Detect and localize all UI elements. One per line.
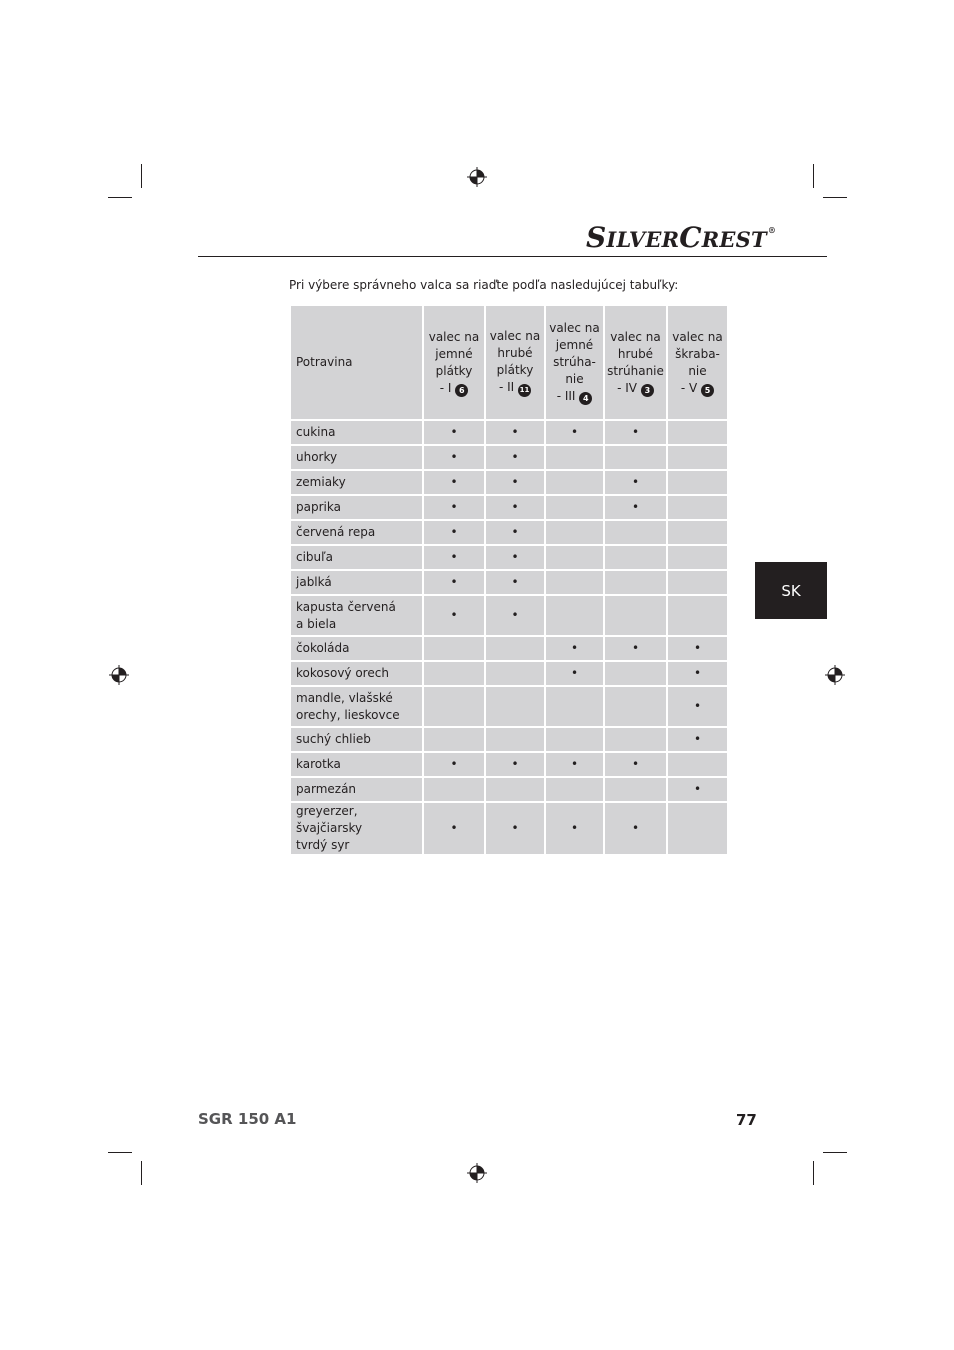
table-cell (605, 753, 666, 776)
suitable-mark: • (693, 782, 702, 796)
roller-number: - I (439, 380, 452, 395)
suitable-mark: • (511, 608, 519, 622)
food-name (291, 753, 422, 776)
suitable-mark: • (570, 425, 579, 439)
roller-number: - III (556, 389, 576, 403)
crop-mark (108, 197, 132, 198)
table-cell (546, 687, 603, 726)
suitable-mark: • (570, 757, 579, 771)
table-cell (546, 728, 603, 751)
suitable-mark: • (631, 475, 640, 489)
table-cell (605, 546, 666, 569)
table-cell (605, 803, 666, 854)
food-name (291, 778, 422, 801)
table-row (291, 753, 727, 776)
crop-mark (141, 1161, 142, 1185)
table-cell (424, 521, 484, 544)
header-line: hrubé (497, 346, 533, 360)
food-name (291, 803, 422, 854)
food-name-line: kokosový orech (296, 666, 389, 680)
table-cell (546, 596, 603, 635)
food-name-line: mandle, vlašské (296, 690, 393, 705)
header-line: nie (688, 363, 707, 378)
table-cell (546, 446, 603, 469)
table-cell (668, 803, 727, 854)
suitable-mark: • (631, 757, 640, 771)
table-cell (668, 546, 727, 569)
food-name (291, 571, 422, 594)
table-cell (668, 421, 727, 444)
food-name (291, 521, 422, 544)
crop-mark (813, 164, 814, 188)
table-cell (605, 521, 666, 544)
food-name-line: tvrdý syr (296, 838, 350, 852)
suitable-mark: • (693, 732, 702, 746)
table-cell (546, 662, 603, 685)
table-cell (424, 687, 484, 726)
suitable-mark: • (450, 475, 458, 489)
food-name (291, 687, 422, 726)
header-line: valec na (489, 329, 541, 343)
table-cell (486, 496, 544, 519)
food-name-line: cukina (296, 425, 336, 439)
table-row (291, 446, 727, 469)
table-cell (424, 421, 484, 444)
header-line: nie (565, 372, 584, 386)
header-line: hrubé (617, 346, 654, 361)
header-line: strúhanie (607, 363, 664, 378)
table-cell (546, 471, 603, 494)
table-cell (486, 471, 544, 494)
table-cell (668, 728, 727, 751)
table-row (291, 546, 727, 569)
header-roller-4 (605, 306, 666, 419)
table-row (291, 803, 727, 854)
table-cell (668, 596, 727, 635)
table-cell (546, 571, 603, 594)
table-cell (486, 571, 544, 594)
part-number-badge: 5 (701, 384, 714, 397)
table-cell (605, 687, 666, 726)
food-name-line: karotka (296, 757, 341, 771)
crop-mark (141, 164, 142, 188)
food-name-line: červená repa (296, 525, 376, 539)
table-row (291, 596, 727, 635)
table-cell (605, 778, 666, 801)
food-name (291, 446, 422, 469)
table-cell (424, 662, 484, 685)
table-cell (486, 687, 544, 726)
table-cell (424, 753, 484, 776)
table-cell (486, 521, 544, 544)
table-cell (668, 521, 727, 544)
table-cell (605, 446, 666, 469)
table-body (291, 421, 727, 854)
suitable-mark: • (511, 550, 519, 564)
food-name (291, 421, 422, 444)
food-name-line: greyerzer, švajčiarsky (296, 804, 363, 835)
suitable-mark: • (450, 757, 458, 771)
table-cell (668, 446, 727, 469)
suitable-mark: • (511, 821, 519, 835)
food-name-line: jablká (296, 575, 332, 589)
table-cell (486, 446, 544, 469)
table-cell (424, 446, 484, 469)
table-cell (605, 496, 666, 519)
suitable-mark: • (511, 525, 519, 539)
suitable-mark: • (511, 575, 519, 589)
crop-mark (823, 1152, 847, 1153)
food-name-line: a biela (296, 616, 337, 631)
model-number: SGR 150 A1 (198, 1110, 297, 1128)
roller-number: - II (498, 380, 515, 394)
crop-mark (813, 1161, 814, 1185)
suitable-mark: • (450, 550, 458, 564)
table-cell (605, 596, 666, 635)
header-line: strúha- (553, 355, 596, 369)
logo-text: REST (701, 227, 767, 252)
language-tab-label: SK (781, 581, 801, 600)
food-name (291, 546, 422, 569)
table-cell (486, 778, 544, 801)
food-name (291, 496, 422, 519)
suitable-mark: • (450, 608, 458, 622)
table-cell (546, 778, 603, 801)
table-cell (605, 571, 666, 594)
table-cell (668, 687, 727, 726)
table-row (291, 496, 727, 519)
table-cell (424, 778, 484, 801)
header-rule (198, 256, 827, 257)
table-cell (486, 728, 544, 751)
suitable-mark: • (631, 821, 640, 835)
table-cell (605, 421, 666, 444)
header-line: plátky (435, 363, 473, 378)
header-roller-1 (424, 306, 484, 419)
food-name-line: zemiaky (296, 475, 346, 489)
table-row (291, 728, 727, 751)
crop-mark (108, 1152, 132, 1153)
header-line: škraba- (675, 346, 720, 361)
table-cell (668, 637, 727, 660)
table-row (291, 421, 727, 444)
table-cell (546, 496, 603, 519)
food-name-line: kapusta červená (296, 599, 396, 614)
table-cell (605, 637, 666, 660)
food-name-line: orechy, lieskovce (296, 707, 400, 722)
food-name-line: suchý chlieb (296, 732, 371, 746)
table-cell (605, 662, 666, 685)
table-cell (424, 571, 484, 594)
table-row (291, 471, 727, 494)
logo-letter: S (586, 221, 607, 254)
suitable-mark: • (450, 425, 458, 439)
food-name-line: paprika (296, 500, 341, 514)
suitable-mark: • (450, 575, 458, 589)
suitable-mark: • (631, 425, 640, 439)
table-row (291, 571, 727, 594)
table-cell (486, 753, 544, 776)
table-cell (546, 753, 603, 776)
suitable-mark: • (450, 500, 458, 514)
food-name (291, 637, 422, 660)
intro-text: Pri výbere správneho valca sa riaďte podľa nasledujúcej tabuľky: (289, 278, 679, 292)
suitable-mark: • (570, 821, 579, 835)
table-cell (546, 521, 603, 544)
table-cell (668, 471, 727, 494)
table-cell (668, 662, 727, 685)
suitable-mark: • (570, 641, 579, 655)
table-row (291, 662, 727, 685)
suitable-mark: • (693, 699, 702, 713)
table-cell (424, 596, 484, 635)
table-cell (424, 471, 484, 494)
suitable-mark: • (511, 425, 519, 439)
table-cell (486, 637, 544, 660)
table-cell (668, 571, 727, 594)
food-name (291, 471, 422, 494)
table-cell (605, 471, 666, 494)
food-name (291, 728, 422, 751)
header-roller-5 (668, 306, 727, 419)
header-roller-2 (486, 306, 544, 419)
food-name (291, 662, 422, 685)
roller-number: - IV (617, 380, 638, 395)
language-tab (755, 562, 827, 619)
header-food: Potravina (291, 306, 422, 419)
suitable-mark: • (511, 500, 519, 514)
table-cell (424, 803, 484, 854)
table-cell (546, 546, 603, 569)
logo-text: ILVER (606, 227, 680, 252)
table-cell (486, 421, 544, 444)
registration-mark-icon (467, 167, 487, 187)
table-row (291, 778, 727, 801)
header-line: jemné (555, 338, 594, 352)
table-cell (424, 728, 484, 751)
table-row (291, 687, 727, 726)
header-line: jemné (435, 346, 473, 361)
suitable-mark: • (450, 450, 458, 464)
table-row (291, 637, 727, 660)
table-cell (486, 662, 544, 685)
food-name-line: uhorky (296, 450, 338, 464)
table-cell (486, 803, 544, 854)
table-cell (605, 728, 666, 751)
table-cell (424, 546, 484, 569)
suitable-mark: • (450, 821, 458, 835)
table-header-row (291, 306, 727, 419)
page-number: 77 (736, 1111, 757, 1129)
table-cell (668, 753, 727, 776)
suitable-mark: • (570, 666, 579, 680)
part-number-badge: 11 (518, 384, 531, 397)
header-line: valec na (610, 329, 661, 344)
roller-table (289, 304, 729, 856)
table-cell (546, 803, 603, 854)
table-cell (546, 637, 603, 660)
part-number-badge: 4 (579, 392, 592, 405)
suitable-mark: • (693, 641, 702, 655)
crop-mark (823, 197, 847, 198)
suitable-mark: • (631, 500, 640, 514)
header-line: plátky (496, 363, 534, 377)
table-row (291, 521, 727, 544)
header-line: valec na (428, 329, 480, 344)
suitable-mark: • (693, 666, 702, 680)
header-line: valec na (672, 329, 723, 344)
logo-letter: C (679, 221, 702, 254)
table-cell (424, 637, 484, 660)
part-number-badge: 6 (455, 384, 468, 397)
table-cell (546, 421, 603, 444)
table-cell (424, 496, 484, 519)
food-name-line: cibuľa (296, 550, 334, 564)
table-cell (486, 546, 544, 569)
registered-mark: ® (767, 225, 777, 235)
food-name (291, 596, 422, 635)
suitable-mark: • (511, 757, 519, 771)
header-line: valec na (549, 321, 600, 335)
table-cell (668, 778, 727, 801)
suitable-mark: • (511, 450, 519, 464)
food-name-line: čokoláda (296, 641, 350, 655)
suitable-mark: • (511, 475, 519, 489)
suitable-mark: • (450, 525, 458, 539)
part-number-badge: 3 (641, 384, 654, 397)
roller-number: - V (680, 380, 698, 395)
registration-mark-icon (825, 665, 845, 685)
table-cell (486, 596, 544, 635)
registration-mark-icon (467, 1163, 487, 1183)
food-name-line: parmezán (296, 782, 357, 796)
silvercrest-logo (586, 221, 776, 254)
suitable-mark: • (631, 641, 640, 655)
registration-mark-icon (109, 665, 129, 685)
header-roller-3 (546, 306, 603, 419)
table-cell (668, 496, 727, 519)
